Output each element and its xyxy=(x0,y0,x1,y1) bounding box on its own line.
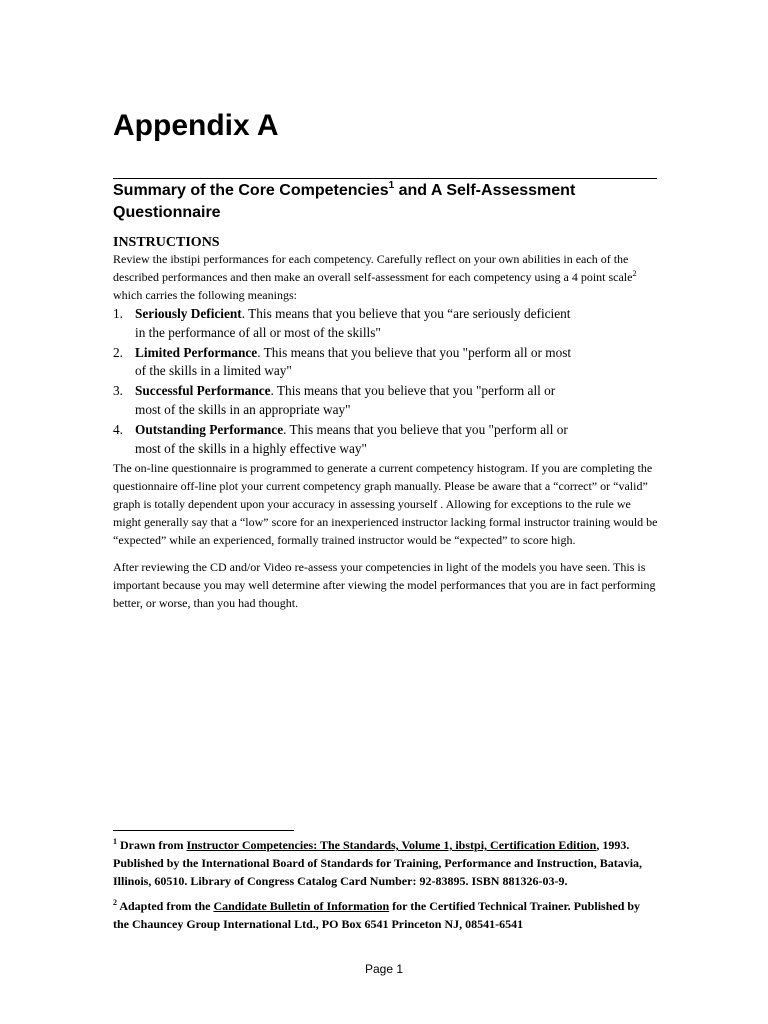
instructions-text-part2: which carries the following meanings: xyxy=(113,288,297,302)
footnote-marker: 2 xyxy=(113,898,117,907)
footnote-text: Adapted from the xyxy=(117,899,214,913)
footnote-text: for the Certified Technical Trainer. Published by the Chauncey Group International Ltd., PO Box 6541 Princeton NJ, 08541-6541 xyxy=(113,899,641,931)
footnote-marker: 1 xyxy=(113,837,117,846)
list-item-term: Successful Performance xyxy=(135,383,271,399)
after-review-paragraph: After reviewing the CD and/or Video re-assess your competencies in light of the models you have seen. This is important because you may well determine after viewing the model performances that you are in fact performing better, or worse, than you had thought. xyxy=(113,560,656,610)
section-heading-part2: and A Self-Assessment Questionnaire xyxy=(113,182,576,221)
footnote-ref-2: 2 xyxy=(632,269,637,278)
footnote-text: Drawn from xyxy=(117,838,187,852)
footnote-2 xyxy=(113,897,653,933)
instructions-heading: INSTRUCTIONS xyxy=(113,235,220,250)
list-item-text: . This means that you believe that you “are seriously deficient in the performance of all or most of the skills" xyxy=(135,306,571,340)
page-number: Page 1 xyxy=(364,962,404,976)
list-item-number: 3. xyxy=(113,383,123,399)
instructions-paragraph xyxy=(113,250,658,304)
instructions-text-part1: Review the ibstipi performances for each competency. Carefully reflect on your own abilities in each of the described performances and then make an overall self-assessment for each competency using a 4 point scale xyxy=(113,252,633,284)
list-item-text: . This means that you believe that you "perform all or most of the skills in an appropriate way" xyxy=(135,383,556,417)
list-item-number: 1. xyxy=(113,306,123,321)
list-item xyxy=(113,305,573,342)
title-divider xyxy=(113,178,657,179)
list-item-number: 4. xyxy=(113,422,123,438)
list-item-term: Limited Performance xyxy=(135,344,258,360)
footnote-book-title: Candidate Bulletin of Information xyxy=(213,899,390,913)
rating-scale-list xyxy=(113,305,573,460)
list-item xyxy=(113,344,573,381)
footnote-text: , 1993. Published by the International Board of Standards for Training, Performance and Instruction, Batavia, Illinois, 60510. Library of Congress Catalog Card Number: 92-83895. ISBN 881326-03-9. xyxy=(113,838,643,888)
list-item-number: 2. xyxy=(113,344,123,360)
online-questionnaire-paragraph: The on-line questionnaire is programmed to generate a current competency histogram. If you are completing the questionnaire off-line plot your current competency graph manually. Please be aware that a “correct” or “valid” graph is totally dependent upon your accuracy in assessing yourself . Allowing for exceptions to the rule we might generally say that a “low” score for an inexperienced instructor lacking formal instructor training would be “expected” while an experienced, formally trained instructor would be “expected” to score high. xyxy=(113,461,658,547)
footnote-1 xyxy=(113,836,653,890)
appendix-title: Appendix A xyxy=(113,109,279,142)
list-item-term: Outstanding Performance xyxy=(135,422,284,438)
footnote-book-title: Instructor Competencies: The Standards, Volume 1, ibstpi, Certification Edition xyxy=(186,838,597,852)
section-heading xyxy=(113,180,673,224)
list-item-term: Seriously Deficient xyxy=(135,306,242,321)
footnote-ref-1: 1 xyxy=(388,179,395,191)
list-item xyxy=(113,421,573,458)
list-item-text: . This means that you believe that you "perform all or most of the skills in a highly effective way" xyxy=(135,422,568,456)
list-item xyxy=(113,382,573,419)
footnote-divider xyxy=(113,830,294,831)
list-item-text: . This means that you believe that you "perform all or most of the skills in a limited way" xyxy=(135,344,572,379)
section-heading-part1: Summary of the Core Competencies xyxy=(113,182,389,199)
